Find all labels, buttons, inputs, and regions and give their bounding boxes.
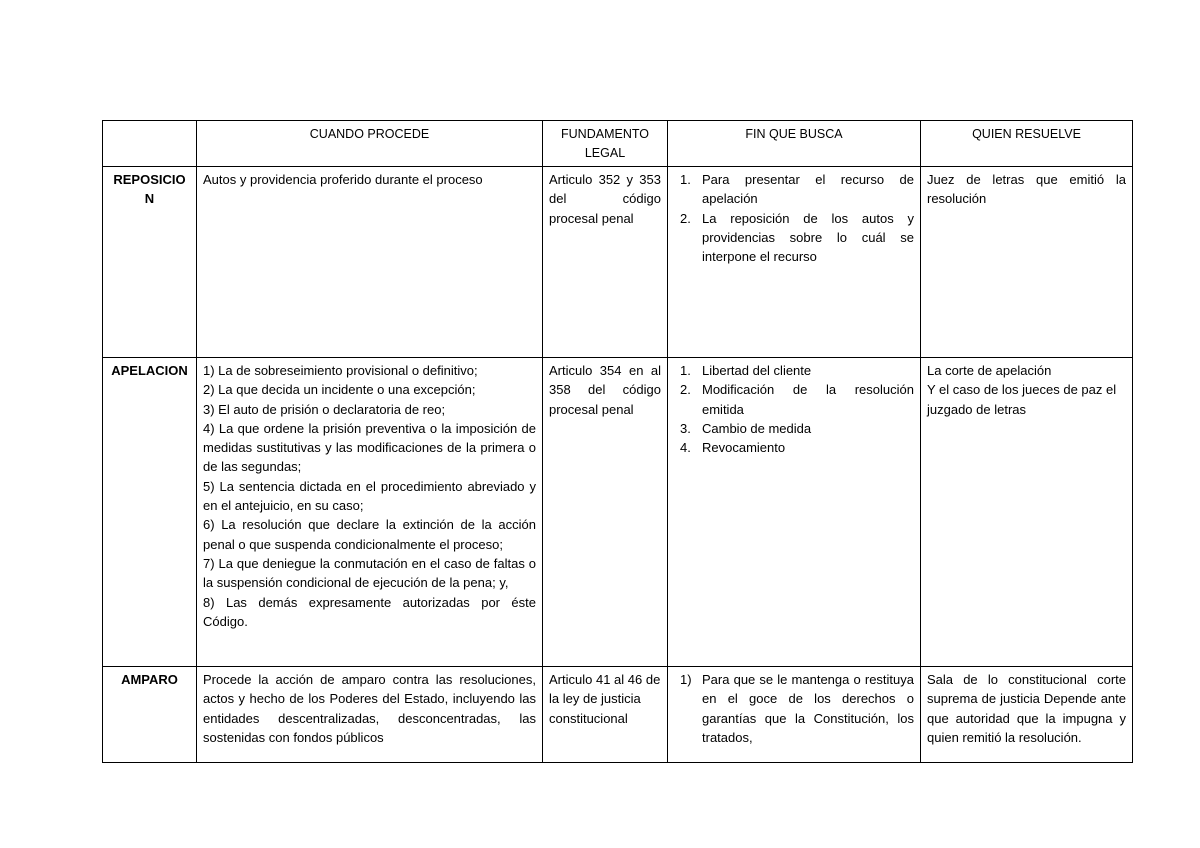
fundamento-cell: Articulo 41 al 46 de la ley de justicia constitucional <box>543 667 668 763</box>
cuando-cell <box>197 167 543 358</box>
cuando-cell <box>197 358 543 667</box>
list-number: 1. <box>680 172 691 187</box>
cuando-item: 4) La que ordene la prisión preventiva o la imposición de medidas sustitutivas y las modificaciones de la primera o de las segundas; <box>203 420 536 475</box>
table-row <box>103 358 1133 667</box>
list-item <box>674 170 914 209</box>
header-cuando-procede: CUANDO PROCEDE <box>197 121 543 167</box>
header-cell-empty <box>103 121 197 167</box>
list-text: Para que se le mantenga o restituya en el goce de los derechos o garantías que la Constitución, los tratados, <box>702 672 914 745</box>
header-fin-que-busca: FIN QUE BUSCA <box>668 121 921 167</box>
list-item <box>674 209 914 267</box>
list-text: Cambio de medida <box>702 420 812 436</box>
cuando-item: 6) La resolución que declare la extinción de la acción penal o que suspenda condicionalmente el proceso; <box>203 517 536 552</box>
list-number: 2. <box>680 382 691 398</box>
row-label: REPOSICION <box>103 167 197 358</box>
list-number: 1. <box>680 363 691 378</box>
header-quien-resuelve: QUIEN RESUELVE <box>921 121 1133 167</box>
cuando-item: Procede la acción de amparo contra las resoluciones, actos y hecho de los Poderes del Estado, incluyendo las entidades descentralizadas, desconcentradas, las sostenidas con fondos públicos <box>203 672 536 745</box>
cuando-item: 5) La sentencia dictada en el procedimiento abreviado y en el antejuicio, en su caso; <box>203 478 536 514</box>
quien-cell: La corte de apelación Y el caso de los jueces de paz el juzgado de letras <box>921 358 1133 667</box>
list-number: 3. <box>680 420 691 436</box>
fin-cell <box>668 167 921 358</box>
list-item <box>674 419 914 438</box>
list-item <box>674 361 914 380</box>
row-label: APELACION <box>103 358 197 667</box>
cuando-item: 7) La que deniegue la conmutación en el caso de faltas o la suspensión condicional de ejecución de la pena; y, <box>203 555 536 591</box>
list-number: 4. <box>680 440 691 456</box>
fin-cell <box>668 358 921 667</box>
cuando-cell <box>197 667 543 763</box>
fundamento-cell: Articulo 352 y 353 del código procesal penal <box>543 167 668 358</box>
list-item <box>674 670 914 747</box>
list-item <box>674 438 914 457</box>
table-row <box>103 667 1133 763</box>
cuando-item: 2) La que decida un incidente o una excepción; <box>203 382 476 398</box>
list-text: La reposición de los autos y providencias sobre lo cuál se interpone el recurso <box>702 210 914 265</box>
cuando-item: Autos y providencia proferido durante el proceso <box>203 172 483 187</box>
cuando-item: 8) Las demás expresamente autorizadas por éste Código. <box>203 594 536 629</box>
list-number: 2. <box>680 210 691 226</box>
list-text: Para presentar el recurso de apelación <box>702 172 914 207</box>
list-item <box>674 380 914 419</box>
recursos-table <box>102 120 1133 763</box>
fundamento-cell: Articulo 354 en al 358 del código procesal penal <box>543 358 668 667</box>
cuando-item: 1) La de sobreseimiento provisional o definitivo; <box>203 363 478 378</box>
quien-cell: Sala de lo constitucional corte suprema de justicia Depende ante que autoridad que la impugna y quien remitió la resolución. <box>921 667 1133 763</box>
table-row <box>103 167 1133 358</box>
list-text: Modificación de la resolución emitida <box>702 382 914 417</box>
list-number: 1) <box>680 672 692 687</box>
header-row <box>103 121 1133 167</box>
row-label: AMPARO <box>103 667 197 763</box>
quien-cell: Juez de letras que emitió la resolución <box>921 167 1133 358</box>
fin-cell <box>668 667 921 763</box>
list-text: Revocamiento <box>702 440 786 456</box>
list-text: Libertad del cliente <box>702 363 812 378</box>
header-fundamento-legal: FUNDAMENTO LEGAL <box>543 121 668 167</box>
cuando-item: 3) El auto de prisión o declaratoria de reo; <box>203 401 446 417</box>
